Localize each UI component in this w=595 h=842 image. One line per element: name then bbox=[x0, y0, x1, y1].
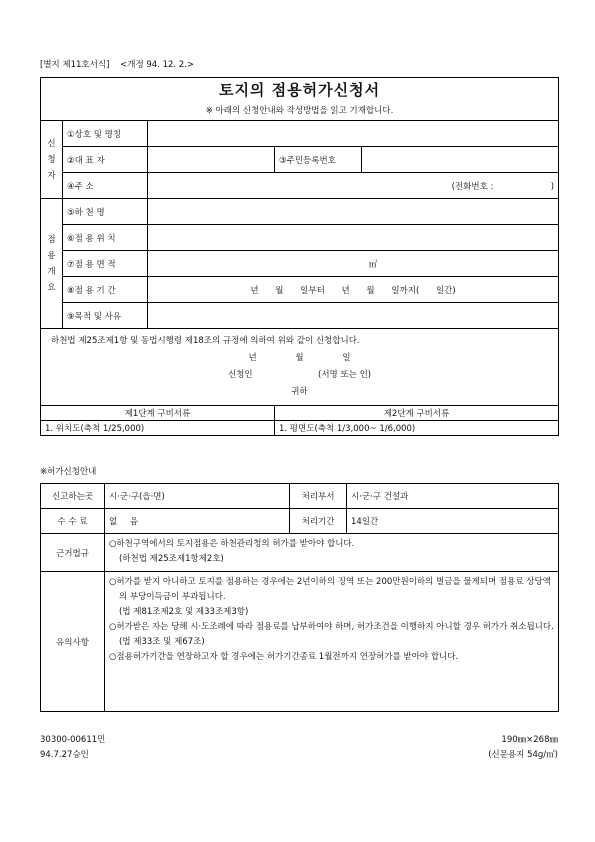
note-reference: (법 제81조제2호 및 제33조제3항) bbox=[119, 607, 249, 617]
process-period-value: 14일간 bbox=[347, 509, 559, 534]
fee-label: 수 수 료 bbox=[41, 509, 105, 534]
company-name-field[interactable] bbox=[148, 121, 559, 147]
area-field[interactable] bbox=[148, 251, 559, 277]
declaration-block bbox=[41, 329, 559, 406]
submit-place-value: 시·군·구(읍·면) bbox=[105, 484, 290, 509]
law-label: 근거법규 bbox=[41, 534, 105, 572]
addressee: 귀하 bbox=[291, 387, 308, 397]
revision-note: <개정 94. 12. 2.> bbox=[120, 60, 195, 70]
note-reference: (법 제33조 및 제67조) bbox=[119, 637, 205, 647]
representative-field[interactable] bbox=[148, 147, 275, 173]
declaration-text: 하천법 제25조제1항 및 동법시행령 제18조의 규정에 의하여 위와 같이 신청합니다. bbox=[51, 336, 360, 346]
dept-label: 처리부서 bbox=[290, 484, 347, 509]
stage1-docs-item: 1. 위치도(축척 1/25,000) bbox=[41, 421, 275, 436]
purpose-label: ⑨목적 및 사유 bbox=[63, 303, 148, 329]
notes-content bbox=[105, 572, 559, 712]
notes-label: 유의사항 bbox=[41, 572, 105, 712]
applicant-section-label: 신 청 자 bbox=[41, 121, 63, 199]
resident-number-field[interactable] bbox=[362, 147, 559, 173]
period-label: ⑧점 용 기 간 bbox=[63, 277, 148, 303]
approval-date: 94.7.27승인 bbox=[40, 750, 89, 760]
area-label: ⑦점 용 면 적 bbox=[63, 251, 148, 277]
period-field[interactable]: 년 월 일부터 년 월 일까지( 일간) bbox=[148, 277, 559, 303]
form-instruction: ※ 아래의 신청안내와 작성방법을 읽고 기재합니다. bbox=[41, 101, 559, 121]
note-item: ○허가받은 자는 당해 시·도조례에 따라 점용료를 납부하여야 하며, 허가조건을 이행하지 아니할 경우 허가가 취소됩니다. bbox=[109, 622, 554, 632]
form-code: 30300-00611민 bbox=[40, 735, 106, 745]
paper-type: (신문용지 54g/㎡) bbox=[488, 750, 558, 760]
guide-table bbox=[40, 483, 559, 712]
stage2-docs-header: 제2단계 구비서류 bbox=[275, 406, 559, 421]
paper-size: 190㎜×268㎜ bbox=[501, 735, 558, 745]
address-field[interactable] bbox=[148, 173, 559, 199]
location-label: ⑥점 용 위 치 bbox=[63, 225, 148, 251]
footer-left bbox=[40, 733, 105, 763]
signature-note: (서명 또는 인) bbox=[318, 370, 372, 380]
representative-label: ②대 표 자 bbox=[63, 147, 148, 173]
form-number: [별지 제11호서식] bbox=[40, 60, 110, 70]
river-name-label: ⑤하 천 명 bbox=[63, 199, 148, 225]
application-form bbox=[40, 77, 559, 436]
guide-heading: ※허가신청안내 bbox=[40, 467, 97, 477]
area-unit: ㎡ bbox=[368, 259, 378, 270]
dept-value: 시·군·구 건설과 bbox=[347, 484, 559, 509]
form-title: 토지의 점용허가신청서 bbox=[41, 78, 559, 101]
fee-value: 없 음 bbox=[105, 509, 290, 534]
form-header bbox=[40, 58, 194, 70]
submit-place-label: 신고하는곳 bbox=[41, 484, 105, 509]
location-field[interactable] bbox=[148, 225, 559, 251]
company-name-label: ①상호 및 명칭 bbox=[63, 121, 148, 147]
footer-right bbox=[488, 733, 558, 763]
stage1-docs-header: 제1단계 구비서류 bbox=[41, 406, 275, 421]
note-item: ○점용허가기간을 연장하고자 할 경우에는 허가기간종료 1월전까지 연장허가를 받아야 합니다. bbox=[109, 652, 459, 662]
phone-close: ) bbox=[550, 181, 555, 192]
law-content bbox=[105, 534, 559, 572]
process-period-label: 처리기간 bbox=[290, 509, 347, 534]
address-label: ④주 소 bbox=[63, 173, 148, 199]
law-reference: (하천법 제25조제1항제2호) bbox=[119, 554, 224, 564]
resident-number-label: ③주민등록번호 bbox=[275, 147, 362, 173]
phone-label: (전화번호 : bbox=[451, 181, 494, 192]
declaration-applicant-label: 신청인 bbox=[227, 370, 253, 380]
declaration-date: 년 월 일 bbox=[248, 353, 351, 363]
note-item: ○허가를 받지 아니하고 토지를 점용하는 경우에는 2년이하의 징역 또는 200만원이하의 벌금을 물게되며 점용료 상당액의 부당이득금이 부과됩니다. bbox=[109, 577, 551, 602]
usage-section-label: 점 용 개 요 bbox=[41, 199, 63, 329]
stage2-docs-item: 1. 평면도(축척 1/3,000~ 1/6,000) bbox=[275, 421, 559, 436]
river-name-field[interactable] bbox=[148, 199, 559, 225]
purpose-field[interactable] bbox=[148, 303, 559, 329]
law-text: ○하천구역에서의 토지점용은 하천관리청의 허가를 받아야 합니다. bbox=[109, 539, 355, 549]
